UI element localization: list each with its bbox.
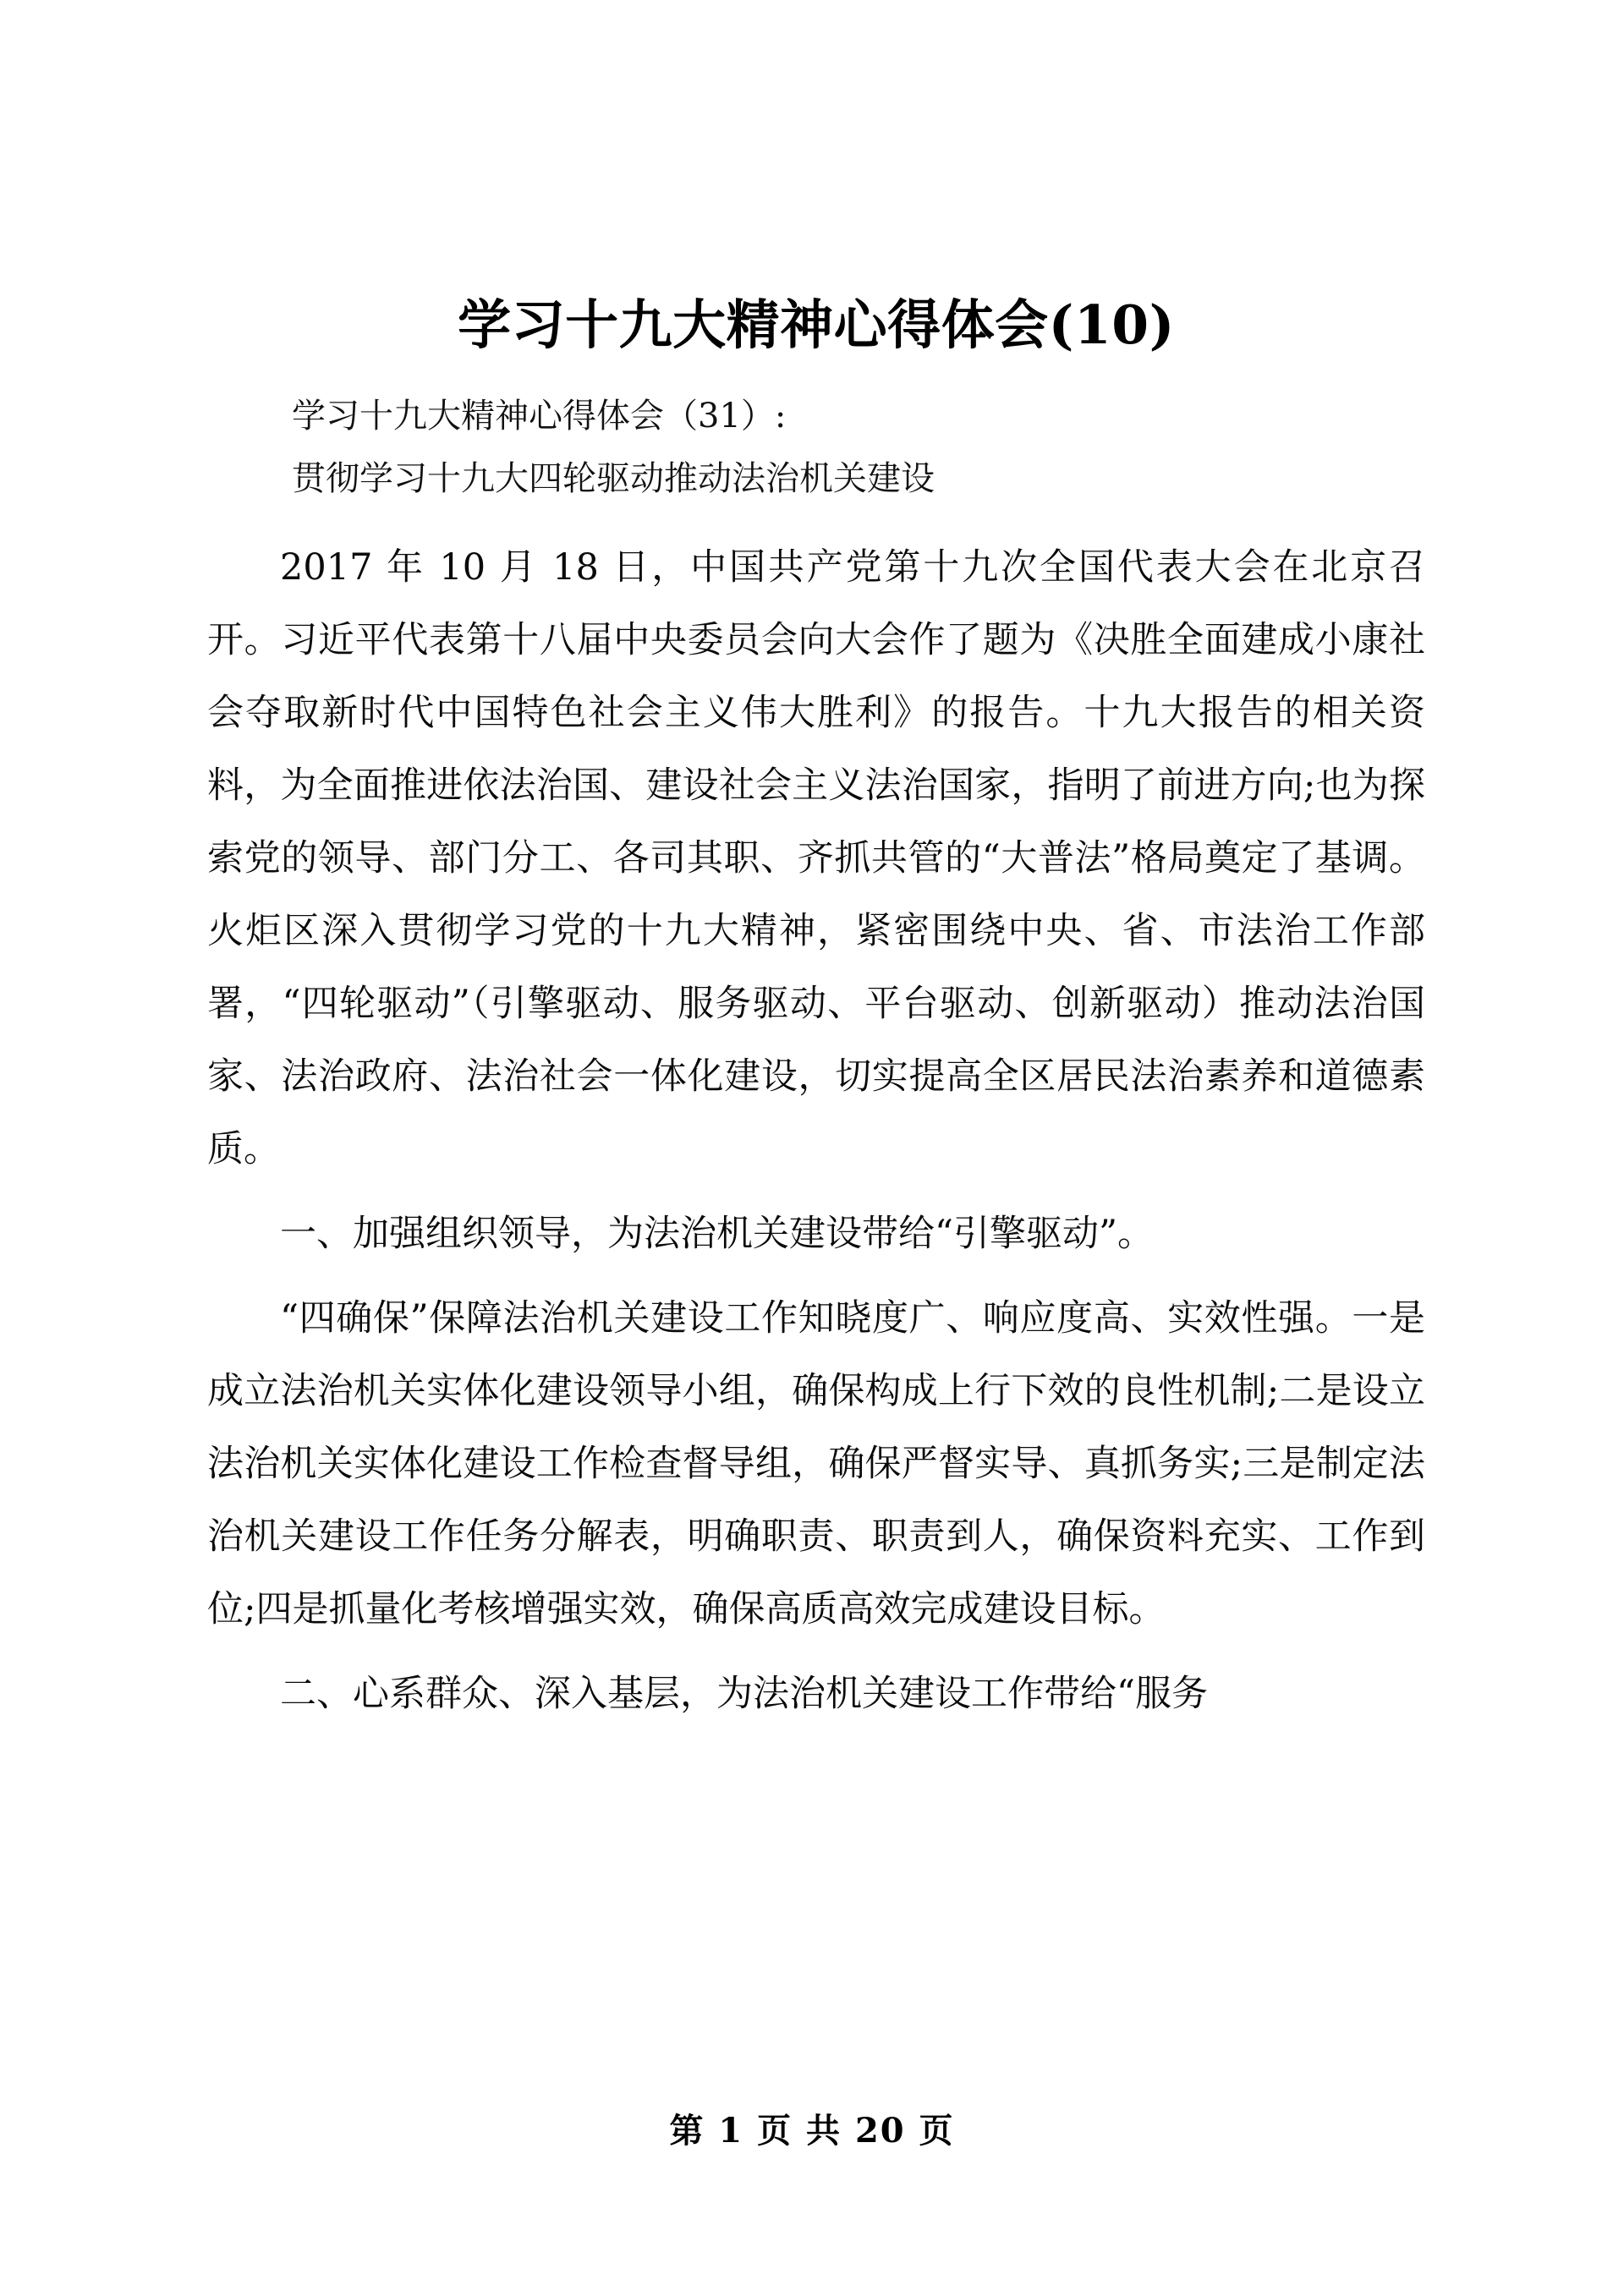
body-paragraph-section-one-heading: 一、加强组织领导，为法治机关建设带给“引擎驱动”。 (280, 1212, 1154, 1255)
subtitle-line-2: 贯彻学习十九大四轮驱动推动法治机关建设 (292, 458, 935, 498)
page-title: 学习十九大精神心得体会(10) (458, 293, 1175, 356)
page-footer: 第 1 页 共 20 页 (669, 2111, 955, 2151)
body-paragraph-section-two-heading: 二、心系群众、深入基层，为法治机关建设工作带给“服务 (280, 1672, 1208, 1715)
document-content (207, 0, 1425, 1730)
body-paragraph-section-one-text: “四确保”保障法治机关建设工作知晓度广、响应度高、实效性强。一是成立法治机关实体化建设领导小组，确保构成上行下效的良性机制;二是设立法治机关实体化建设工作检查督导组，确保严督实导、真抓务实;三是制定法治机关建设工作任务分解表，明确职责、职责到人，确保资料充实、工作到位;四是抓量化考核增强实效，确保高质高效完成建设目标。 (207, 1296, 1425, 1630)
body-paragraph-intro: 2017 年 10 月 18 日，中国共产党第十九次全国代表大会在北京召开。习近平代表第十八届中央委员会向大会作了题为《决胜全面建成小康社会夺取新时代中国特色社会主义伟大胜利》的报告。十九大报告的相关资料，为全面推进依法治国、建设社会主义法治国家，指明了前进方向;也为探索党的领导、部门分工、各司其职、齐抓共管的“大普法”格局奠定了基调。火炬区深入贯彻学习党的十九大精神，紧密围绕中央、省、市法治工作部署，“四轮驱动”（引擎驱动、服务驱动、平台驱动、创新驱动）推动法治国家、法治政府、法治社会一体化建设，切实提高全区居民法治素养和道德素质。 (207, 545, 1425, 1170)
subtitle-line-1: 学习十九大精神心得体会（31）: (292, 396, 787, 436)
